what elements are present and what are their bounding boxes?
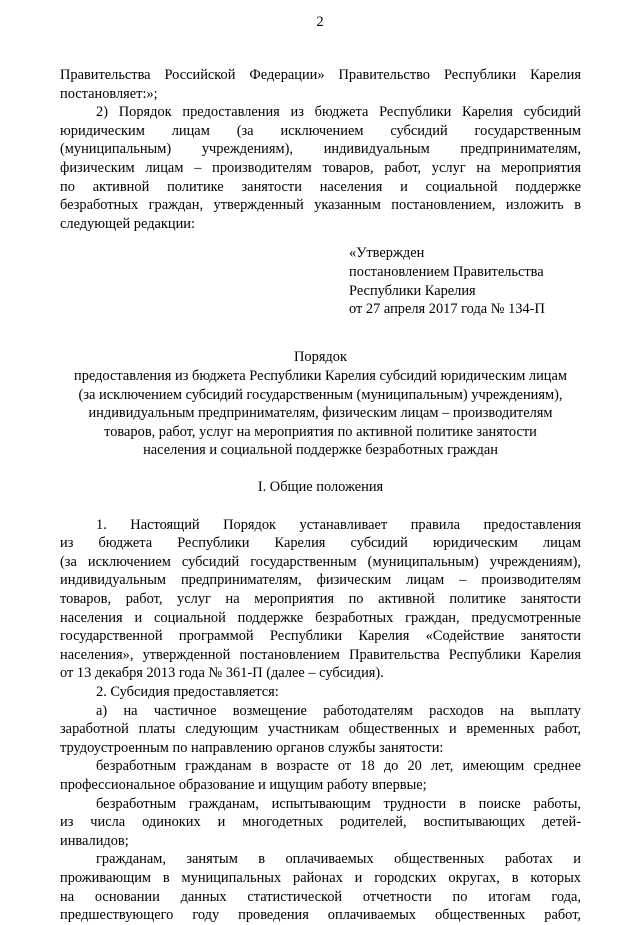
- approval-line: «Утвержден: [349, 245, 425, 262]
- page-number: 2: [316, 14, 324, 30]
- text-line: 1. Настоящий Порядок устанавливает правила предоставления: [96, 516, 581, 533]
- approval-line: постановлением Правительства: [349, 263, 544, 280]
- text-line: Правительства Российской Федерации» Правительство Республики Карелия: [60, 67, 581, 83]
- text-line: по активной политике занятости населения и социальной поддержке: [60, 178, 581, 195]
- text-line: безработным гражданам, испытывающим трудности в поиске работы,: [96, 795, 581, 812]
- text-line: профессиональное образование и ищущим работу впервые;: [60, 776, 427, 793]
- text-line: (муниципальным) учреждениям), индивидуальным предпринимателям,: [60, 141, 581, 158]
- approval-line: от 27 апреля 2017 года № 134-П: [349, 301, 545, 318]
- text-line: из бюджета Республики Карелия субсидий юридическим лицам: [60, 535, 581, 552]
- text-line: проживающим в муниципальных районах и городских округах, в которых: [60, 869, 581, 886]
- section-heading: I. Общие положения: [257, 479, 384, 496]
- text-line: населения», утвержденной постановлением Правительства Республики Карелия: [60, 646, 581, 663]
- text-line: 2) Порядок предоставления из бюджета Республики Карелия субсидий: [96, 104, 581, 121]
- text-line: от 13 декабря 2013 года № 361-П (далее – субсидия).: [60, 665, 384, 682]
- text-line: безработным гражданам в возрасте от 18 до 20 лет, имеющим среднее: [96, 758, 581, 775]
- text-line: товаров, работ, услуг на мероприятия по активной политике занятости: [60, 591, 581, 608]
- order-title-line: товаров, работ, услуг на мероприятия по активной политике занятости: [104, 423, 537, 440]
- order-heading: Порядок: [294, 349, 347, 366]
- text-line: 2. Субсидия предоставляется:: [96, 684, 279, 700]
- document-body: [60, 66, 581, 925]
- text-line: физическим лицам – производителям товаров, работ, услуг на мероприятия: [60, 159, 581, 176]
- text-line: предшествующего году проведения оплачиваемых общественных работ,: [60, 907, 581, 924]
- text-line: а) на частичное возмещение работодателям расходов на выплату: [96, 702, 581, 719]
- approval-line: Республики Карелия: [349, 282, 476, 299]
- text-line: юридическим лицам (за исключением субсидий государственным: [60, 122, 581, 139]
- text-line: гражданам, занятым в оплачиваемых общественных работах и: [96, 851, 581, 868]
- text-line: постановляет:»;: [60, 85, 158, 102]
- text-line: на основании данных статистической отчетности по итогам года,: [60, 888, 581, 905]
- text-line: трудоустроенным по направлению органов службы занятости:: [60, 739, 444, 756]
- text-line: заработной платы следующим участникам общественных и временных работ,: [60, 721, 581, 738]
- order-title-line: (за исключением субсидий государственным (муниципальным) учреждениям),: [78, 386, 563, 403]
- text-line: (за исключением субсидий государственным (муниципальным) учреждениям),: [60, 553, 581, 570]
- order-title-line: индивидуальным предпринимателям, физическим лицам – производителям: [88, 405, 553, 422]
- text-line: инвалидов;: [60, 832, 129, 849]
- text-line: государственной программой Республики Карелия «Содействие занятости: [60, 628, 581, 645]
- order-title-line: предоставления из бюджета Республики Карелия субсидий юридическим лицам: [74, 367, 567, 384]
- text-line: безработных граждан, утвержденный указанным постановлением, изложить в: [60, 197, 581, 214]
- text-line: населения и социальной поддержке безработных граждан, предусмотренные: [60, 609, 581, 626]
- text-line: из числа одиноких и многодетных родителей, воспитывающих детей-: [60, 814, 581, 831]
- text-line: индивидуальным предпринимателям, физическим лицам – производителям: [60, 572, 581, 589]
- text-line: следующей редакции:: [60, 215, 195, 232]
- order-title-line: населения и социальной поддержке безработных граждан: [143, 442, 498, 459]
